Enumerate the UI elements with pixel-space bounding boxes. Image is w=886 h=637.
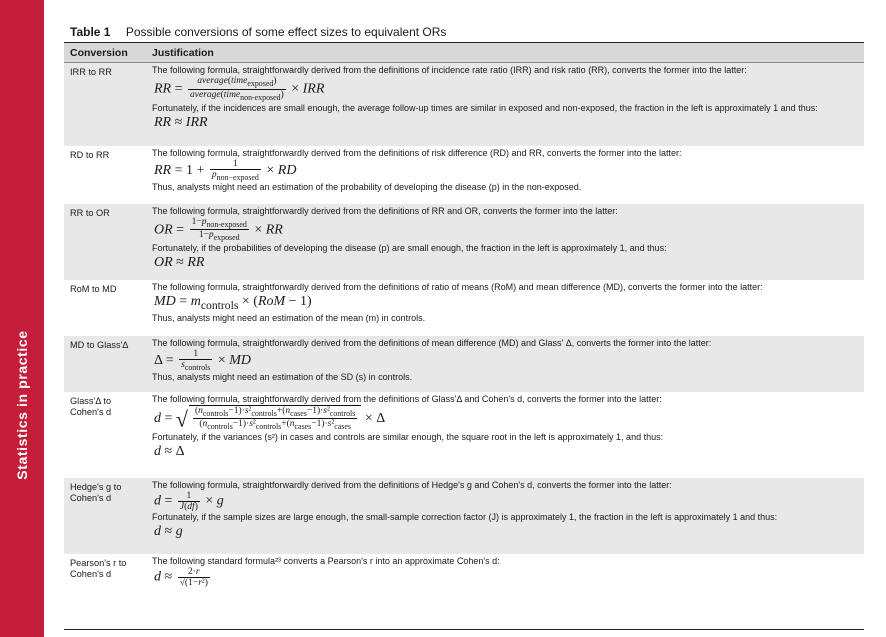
- table-row: [64, 392, 864, 478]
- table: [64, 43, 864, 602]
- justification-cell: [146, 478, 864, 554]
- table-row: [64, 336, 864, 392]
- section-label: Statistics in practice: [14, 330, 30, 480]
- formula: Δ = $\frac{1}{s_{controls}}$ × MD: [154, 348, 252, 372]
- justification-cell: [146, 280, 864, 336]
- conversion-cell: Glass'Δ to Cohen's d: [70, 395, 112, 417]
- table-row: [64, 146, 864, 204]
- table-caption: [64, 22, 864, 43]
- justification-text: Fortunately, if the variances (s²) in cases and controls are similar enough, the square root in the left is approximately 1, and thus:: [152, 432, 664, 443]
- formula: d ≈ g: [154, 523, 183, 539]
- justification-text: The following formula, straightforwardly derived from the definitions of risk difference (RD) and RR, converts the former into the latter:: [152, 147, 682, 158]
- conversion-table: [64, 22, 864, 602]
- conversion-cell: RoM to MD: [70, 283, 117, 294]
- justification-text: Thus, analysts might need an estimation of the SD (s) in controls.: [152, 372, 413, 383]
- table-row: [64, 280, 864, 336]
- conversion-cell: IRR to RR: [64, 63, 146, 146]
- formula: d = √ $\frac{(n_{controls}-1)\cdot s^2_{controls}+(n_{cases}-1)\cdot s^2_{controls}}{(n_{controls}-1)\cdot s^2_{controls}+(n_{cases}-1)\cdot s^2_{cases}}$ × Δ: [154, 405, 386, 432]
- justification-text: Fortunately, if the probabilities of developing the disease (p) are small enough, the fraction in the left is approximately 1, and thus:: [152, 243, 667, 254]
- justification-text: The following formula, straightforwardly derived from the definitions of Hedge's g and Cohen's d, converts the former into the latter:: [152, 479, 672, 490]
- justification-text: Thus, analysts might need an estimation of the probability of developing the disease (p) in the non-exposed.: [152, 182, 582, 193]
- conversion-cell: RR to OR: [64, 204, 146, 280]
- table-number: Table 1: [70, 25, 111, 39]
- header-conversion: Conversion: [64, 43, 146, 63]
- formula: MD = $m_{controls} \times (RoM - 1)$: [154, 293, 312, 312]
- table-header-row: [64, 43, 864, 63]
- justification-cell: [146, 336, 864, 392]
- conversion-cell: Hedge's g to Cohen's d: [64, 478, 146, 554]
- formula: OR ≈ RR: [154, 255, 205, 271]
- section-sidebar: [0, 0, 44, 637]
- conversion-cell: RD to RR: [70, 149, 110, 160]
- conversion-cell: Pearson's r to Cohen's d: [70, 557, 127, 579]
- justification-cell: [146, 146, 864, 204]
- justification-cell: [146, 554, 864, 602]
- justification-text: The following standard formula²³ converts a Pearson's r into an approximate Cohen's d:: [152, 555, 500, 566]
- table-title: Possible conversions of some effect sizes to equivalent ORs: [125, 25, 447, 39]
- table-row: [64, 204, 864, 280]
- justification-text: The following formula, straightforwardly derived from the definitions of ratio of means (RoM) and mean difference (MD), converts the former into the latter:: [152, 281, 763, 292]
- formula: d ≈ Δ: [154, 444, 185, 460]
- justification-text: The following formula, straightforwardly derived from the definitions of mean difference (MD) and Glass' Δ, converts the former into the latter:: [152, 337, 712, 348]
- table-row: [64, 478, 864, 554]
- justification-text: The following formula, straightforwardly derived from the definitions of RR and OR, converts the former into the latter:: [152, 205, 618, 216]
- formula: d ≈ $\frac{2\cdot r}{\text{√(1−r²)}}$: [154, 566, 208, 588]
- formula: RR ≈ IRR: [154, 114, 208, 130]
- table-body: [64, 63, 864, 602]
- justification-text: Fortunately, if the incidences are small enough, the average follow-up times are similar in exposed and non-exposed, the fraction in the left is approximately 1 and thus:: [152, 102, 818, 113]
- justification-cell: [146, 392, 864, 478]
- formula: RR = $\frac{average(time_{exposed})}{average(time_{non-exposed})}$ × IRR: [154, 76, 325, 102]
- table-row: [64, 554, 864, 602]
- conversion-cell: MD to Glass'Δ: [64, 336, 146, 392]
- justification-text: Fortunately, if the sample sizes are large enough, the small-sample correction factor (J) is approximately 1, the fraction in the left is approximately 1 and thus:: [152, 511, 778, 522]
- justification-cell: [146, 63, 864, 146]
- formula: d = $\frac{1}{J(df)}$ × g: [154, 490, 224, 512]
- justification-text: The following formula, straightforwardly derived from the definitions of incidence rate ratio (IRR) and risk ratio (RR), converts the former into the latter:: [152, 65, 747, 75]
- justification-text: Thus, analysts might need an estimation of the mean (m) in controls.: [152, 313, 426, 324]
- formula: RR = 1 + $\frac{1}{p_{non-exposed}}$ × RD: [154, 158, 297, 182]
- formula: OR = $\frac{1-p_{non-exposed}}{1-p_{exposed}}$ × RR: [154, 216, 283, 243]
- justification-cell: [146, 204, 864, 280]
- table-row: [64, 63, 864, 146]
- header-justification: Justification: [146, 43, 864, 63]
- justification-text: The following formula, straightforwardly derived from the definitions of Glass'Δ and Cohen's d, converts the former into the latter:: [152, 393, 662, 404]
- table-bottom-rule: [64, 629, 864, 630]
